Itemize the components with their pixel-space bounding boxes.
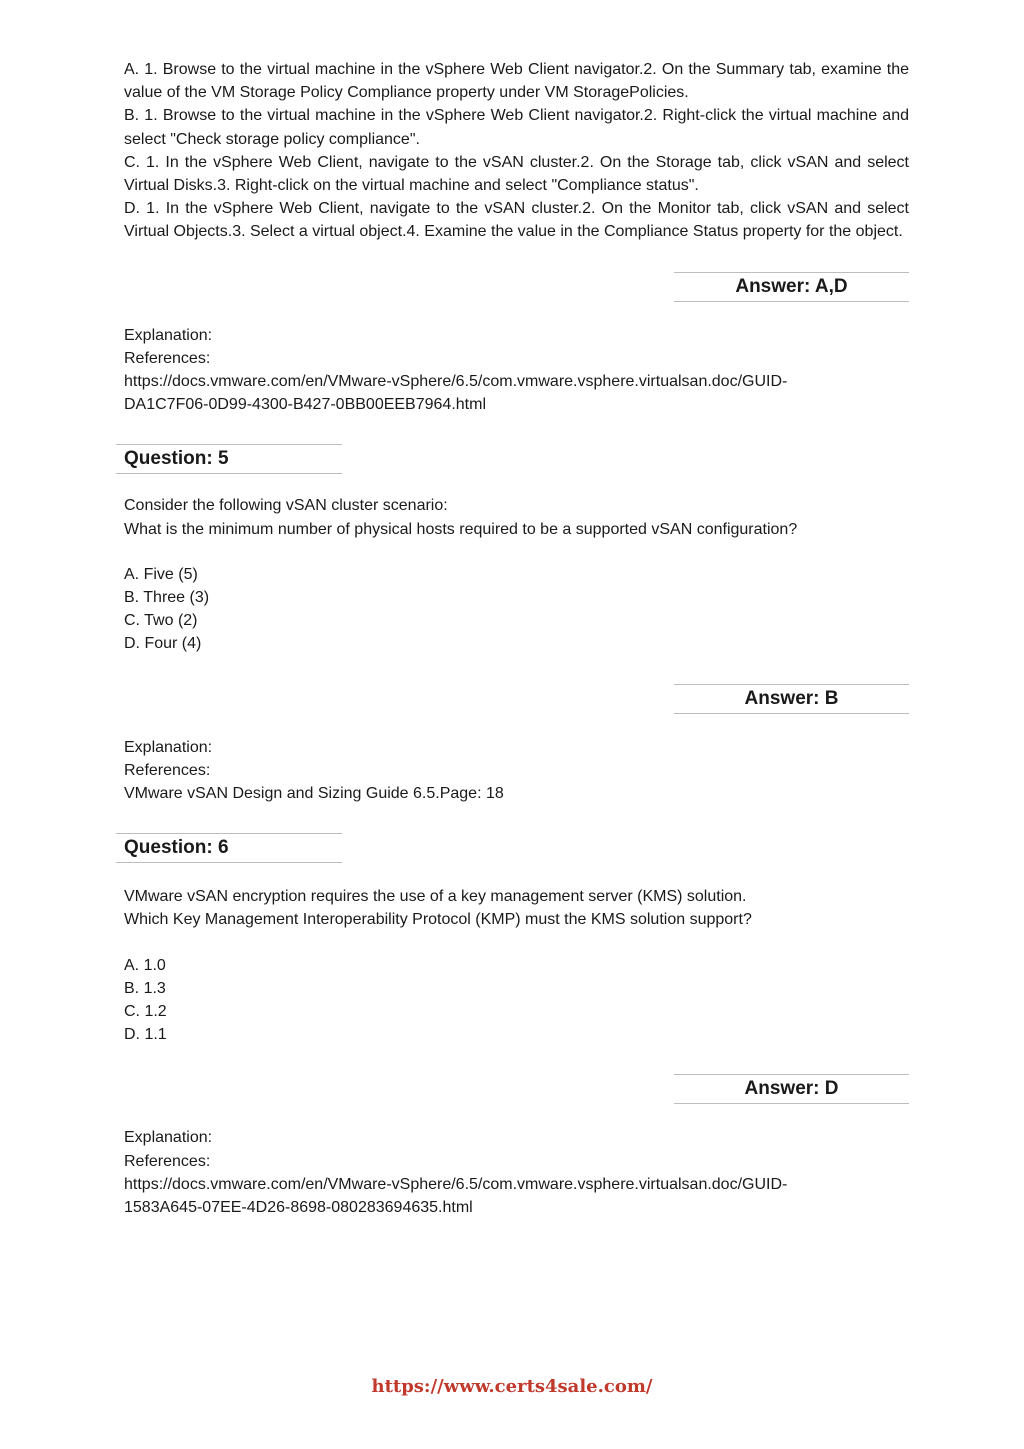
q6-references-label: References: <box>124 1152 211 1170</box>
q4-references-label: References: <box>124 349 211 367</box>
q6-explanation: Explanation: <box>124 1129 213 1147</box>
q6-text-line-2: Which Key Management Interoperability Protocol (KMP) must the KMS solution support? <box>124 911 752 929</box>
q6-reference-line-2: 1583A645-07EE-4D26-8698-080283694635.html <box>124 1199 473 1217</box>
q5-explanation: Explanation: <box>124 738 213 756</box>
q4-reference-line-2: DA1C7F06-0D99-4300-B427-0BB00EEB7964.html <box>124 396 486 414</box>
q6-option-c: C. 1.2 <box>124 1003 167 1021</box>
q5-answer: Answer: B <box>674 684 909 714</box>
q5-option-d: D. Four (4) <box>124 635 202 653</box>
page-content <box>124 58 909 1219</box>
q5-option-a: A. Five (5) <box>124 565 198 583</box>
q6-text-line-1: VMware vSAN encryption requires the use of a key management server (KMS) solution. <box>124 888 747 906</box>
q4-explanation: Explanation: <box>124 326 213 344</box>
q6-reference-line-1: https://docs.vmware.com/en/VMware-vSphere/6.5/com.vmware.vsphere.virtualsan.doc/GUID- <box>124 1175 788 1193</box>
q6-option-d: D. 1.1 <box>124 1026 167 1044</box>
q5-option-c: C. Two (2) <box>124 612 198 630</box>
q4-option-c: C. 1. In the vSphere Web Client, navigate to the vSAN cluster.2. On the Storage tab, click vSAN and select Virtual Disks.3. Right-click on the virtual machine and select "Compliance status". <box>124 153 909 195</box>
q5-text-line-2: What is the minimum number of physical hosts required to be a supported vSAN configuration? <box>124 520 798 538</box>
q6-option-b: B. 1.3 <box>124 979 166 997</box>
q4-answer: Answer: A,D <box>674 272 909 302</box>
q4-option-d: D. 1. In the vSphere Web Client, navigate to the vSAN cluster.2. On the Monitor tab, click vSAN and select Virtual Objects.3. Select a virtual object.4. Examine the value in the Compliance Status property for the object. <box>124 200 909 241</box>
q6-option-a: A. 1.0 <box>124 956 166 974</box>
q4-option-a: A. 1. Browse to the virtual machine in the vSphere Web Client navigator.2. On the Summary tab, examine the value of the VM Storage Policy Compliance property under VM StoragePolicies. <box>124 61 909 102</box>
q5-text-line-1: Consider the following vSAN cluster scenario: <box>124 497 448 515</box>
q5-option-b: B. Three (3) <box>124 589 210 607</box>
q6-answer: Answer: D <box>674 1074 909 1104</box>
q6-heading: Question: 6 <box>116 833 342 863</box>
q5-reference-line-1: VMware vSAN Design and Sizing Guide 6.5.Page: 18 <box>124 785 504 803</box>
q5-heading: Question: 5 <box>116 444 342 474</box>
footer-url-link[interactable]: https://www.certs4sale.com/ <box>371 1376 653 1397</box>
q5-references-label: References: <box>124 761 211 779</box>
q4-option-b: B. 1. Browse to the virtual machine in the vSphere Web Client navigator.2. Right-click the virtual machine and select "Check storage policy compliance". <box>124 107 909 148</box>
q4-reference-line-1: https://docs.vmware.com/en/VMware-vSphere/6.5/com.vmware.vsphere.virtualsan.doc/GUID- <box>124 373 788 391</box>
